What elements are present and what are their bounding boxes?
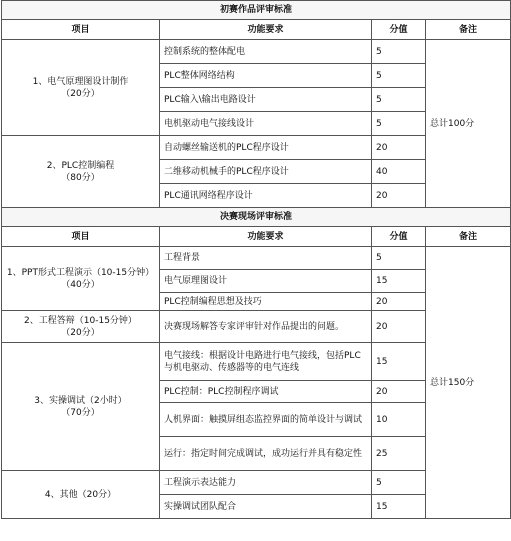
score-cell: 5	[372, 112, 426, 136]
score-cell: 20	[372, 136, 426, 160]
final-title: 决赛现场评审标准	[2, 208, 511, 227]
project-points: （80分）	[61, 172, 100, 183]
table-row	[2, 247, 511, 270]
header-requirement: 功能要求	[160, 227, 372, 247]
score-cell: 20	[372, 311, 426, 343]
score-cell: 5	[372, 64, 426, 88]
requirement-cell: 决赛现场解答专家评审针对作品提出的问题。	[160, 311, 372, 343]
score-cell: 20	[372, 184, 426, 208]
preliminary-header-row	[2, 20, 511, 40]
requirement-cell: PLC通讯网络程序设计	[160, 184, 372, 208]
requirement-cell: 实操调试团队配合	[160, 495, 372, 519]
criteria-table	[1, 0, 511, 519]
requirement-cell: 人机界面：触摸屏组态监控界面的简单设计与调试	[160, 403, 372, 437]
header-remark: 备注	[426, 20, 511, 40]
preliminary-title: 初赛作品评审标准	[2, 1, 511, 20]
project-cell	[2, 40, 160, 136]
score-cell: 5	[372, 247, 426, 270]
remark-cell: 总计100分	[426, 40, 511, 208]
score-cell: 25	[372, 437, 426, 471]
requirement-cell: 电气原理图设计	[160, 270, 372, 293]
requirement-cell: 运行：指定时间完成调试，成功运行并具有稳定性	[160, 437, 372, 471]
project-cell	[2, 343, 160, 471]
requirement-cell: 工程演示表达能力	[160, 471, 372, 495]
requirement-cell: 自动螺丝输送机的PLC程序设计	[160, 136, 372, 160]
score-cell: 10	[372, 403, 426, 437]
requirement-cell: 工程背景	[160, 247, 372, 270]
score-cell: 15	[372, 495, 426, 519]
requirement-cell: 二维移动机械手的PLC程序设计	[160, 160, 372, 184]
requirement-cell: 电机驱动电气接线设计	[160, 112, 372, 136]
project-name: 3、实操调试（2小时）	[34, 395, 127, 406]
project-points: （40分）	[61, 279, 100, 290]
header-score: 分值	[372, 20, 426, 40]
score-cell: 40	[372, 160, 426, 184]
score-cell: 20	[372, 381, 426, 403]
project-points: （20分）	[61, 327, 100, 338]
remark-cell: 总计150分	[426, 247, 511, 519]
project-name: 1、PPT形式工程演示（10-15分钟）	[6, 267, 155, 278]
table-row	[2, 40, 511, 64]
header-remark: 备注	[426, 227, 511, 247]
final-header-row	[2, 227, 511, 247]
project-name: 2、PLC控制编程	[46, 160, 115, 171]
requirement-cell: PLC控制编程思想及技巧	[160, 293, 372, 311]
requirement-cell: PLC整体网络结构	[160, 64, 372, 88]
score-cell: 5	[372, 88, 426, 112]
requirement-cell: PLC输入\输出电路设计	[160, 88, 372, 112]
project-name: 1、电气原理图设计制作	[32, 76, 129, 87]
project-name: 2、工程答辩（10-15分钟）	[24, 315, 137, 326]
header-score: 分值	[372, 227, 426, 247]
score-cell: 15	[372, 343, 426, 381]
requirement-cell: 电气接线：根据设计电路进行电气接线，包括PLC与机电驱动、传感器等的电气连线	[160, 343, 372, 381]
header-project: 项目	[2, 227, 160, 247]
header-requirement: 功能要求	[160, 20, 372, 40]
score-cell: 20	[372, 293, 426, 311]
project-cell	[2, 247, 160, 311]
project-cell	[2, 311, 160, 343]
header-project: 项目	[2, 20, 160, 40]
project-points: （20分）	[61, 88, 100, 99]
score-cell: 5	[372, 471, 426, 495]
requirement-cell: PLC控制：PLC控制程序调试	[160, 381, 372, 403]
requirement-cell: 控制系统的整体配电	[160, 40, 372, 64]
project-cell	[2, 136, 160, 208]
score-cell: 15	[372, 270, 426, 293]
project-points: （70分）	[61, 407, 100, 418]
project-cell	[2, 471, 160, 519]
score-cell: 5	[372, 40, 426, 64]
project-name: 4、其他（20分）	[44, 489, 117, 500]
